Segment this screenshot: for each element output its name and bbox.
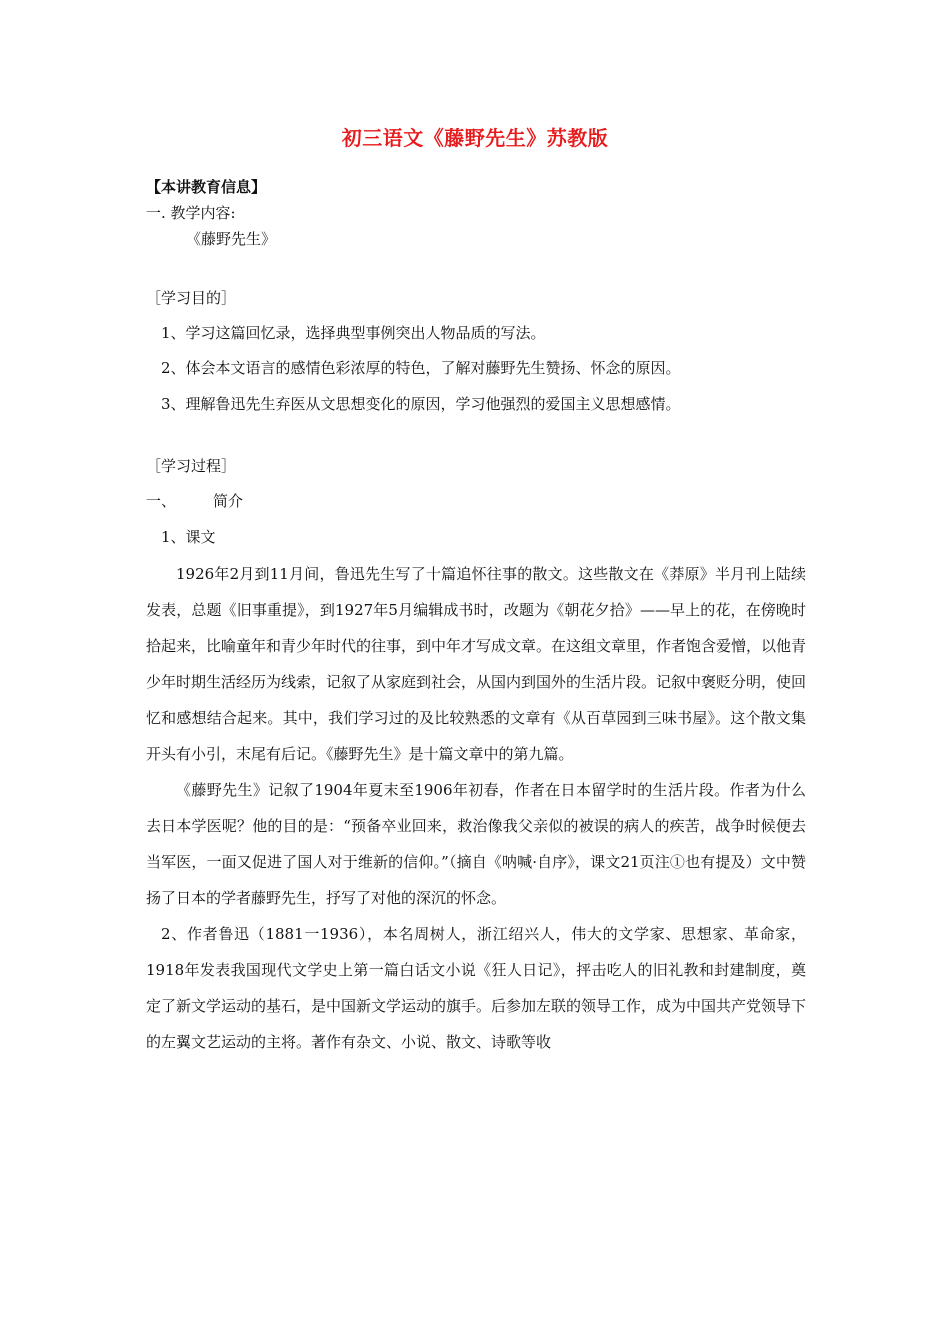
part-title: 简介 bbox=[213, 492, 244, 510]
goal-item-3: 3、理解鲁迅先生弃医从文思想变化的原因，学习他强烈的爱国主义思想感情。 bbox=[161, 395, 681, 413]
document-title: 初三语文《藤野先生》苏教版 bbox=[341, 126, 609, 150]
paragraph-fujino: 《藤野先生》记叙了1904年夏末至1906年初春，作者在日本留学时的生活片段。作者为什么去日本学医呢？他的目的是：“预备卒业回来，救治像我父亲似的被误的病人的疾苦，战争时候便去当军医，一面又促进了国人对于维新的信仰。”（摘自《呐喊·自序》，课文21页注①也有提及）文中赞扬了日本的学者藤野先生，抒写了对他的深沉的怀念。 bbox=[146, 781, 806, 907]
goal-item-2: 2、体会本文语言的感情色彩浓厚的特色，了解对藤野先生赞扬、怀念的原因。 bbox=[161, 359, 681, 377]
content-label: 一. 教学内容: bbox=[146, 204, 236, 222]
section-heading-education-info: 【本讲教育信息】 bbox=[146, 178, 267, 196]
text-body bbox=[146, 556, 806, 1060]
goals-heading: ［学习目的］ bbox=[146, 289, 237, 307]
paragraph-author: 2、作者鲁迅（1881一1936），本名周树人，浙江绍兴人，伟大的文学家、思想家、革命家，1918年发表我国现代文学史上第一篇白话文小说《狂人日记》，抨击吃人的旧礼教和封建制度，奠定了新文学运动的基石，是中国新文学运动的旗手。后参加左联的领导工作，成为中国共产党领导下的左翼文艺运动的主将。著作有杂文、小说、散文、诗歌等收 bbox=[146, 925, 807, 1051]
part-number: 一、 bbox=[146, 492, 177, 510]
process-heading: ［学习过程］ bbox=[146, 457, 237, 475]
content-value: 《藤野先生》 bbox=[186, 230, 277, 248]
subsection-text-label: 1、课文 bbox=[161, 528, 216, 546]
paragraph-intro: 1926年2月到11月间，鲁迅先生写了十篇追怀往事的散文。这些散文在《莽原》半月刊上陆续发表，总题《旧事重提》，到1927年5月编辑成书时，改题为《朝花夕拾》——早上的花，在傍晚时拾起来，比喻童年和青少年时代的往事，到中年才写成文章。在这组文章里，作者饱含爱憎，以他青少年时期生活经历为线索，记叙了从家庭到社会，从国内到国外的生活片段。记叙中褒贬分明，使回忆和感想结合起来。其中，我们学习过的及比较熟悉的文章有《从百草园到三味书屋》。这个散文集开头有小引，末尾有后记。《藤野先生》是十篇文章中的第九篇。 bbox=[146, 565, 807, 763]
goal-item-1: 1、学习这篇回忆录，选择典型事例突出人物品质的写法。 bbox=[161, 324, 546, 342]
